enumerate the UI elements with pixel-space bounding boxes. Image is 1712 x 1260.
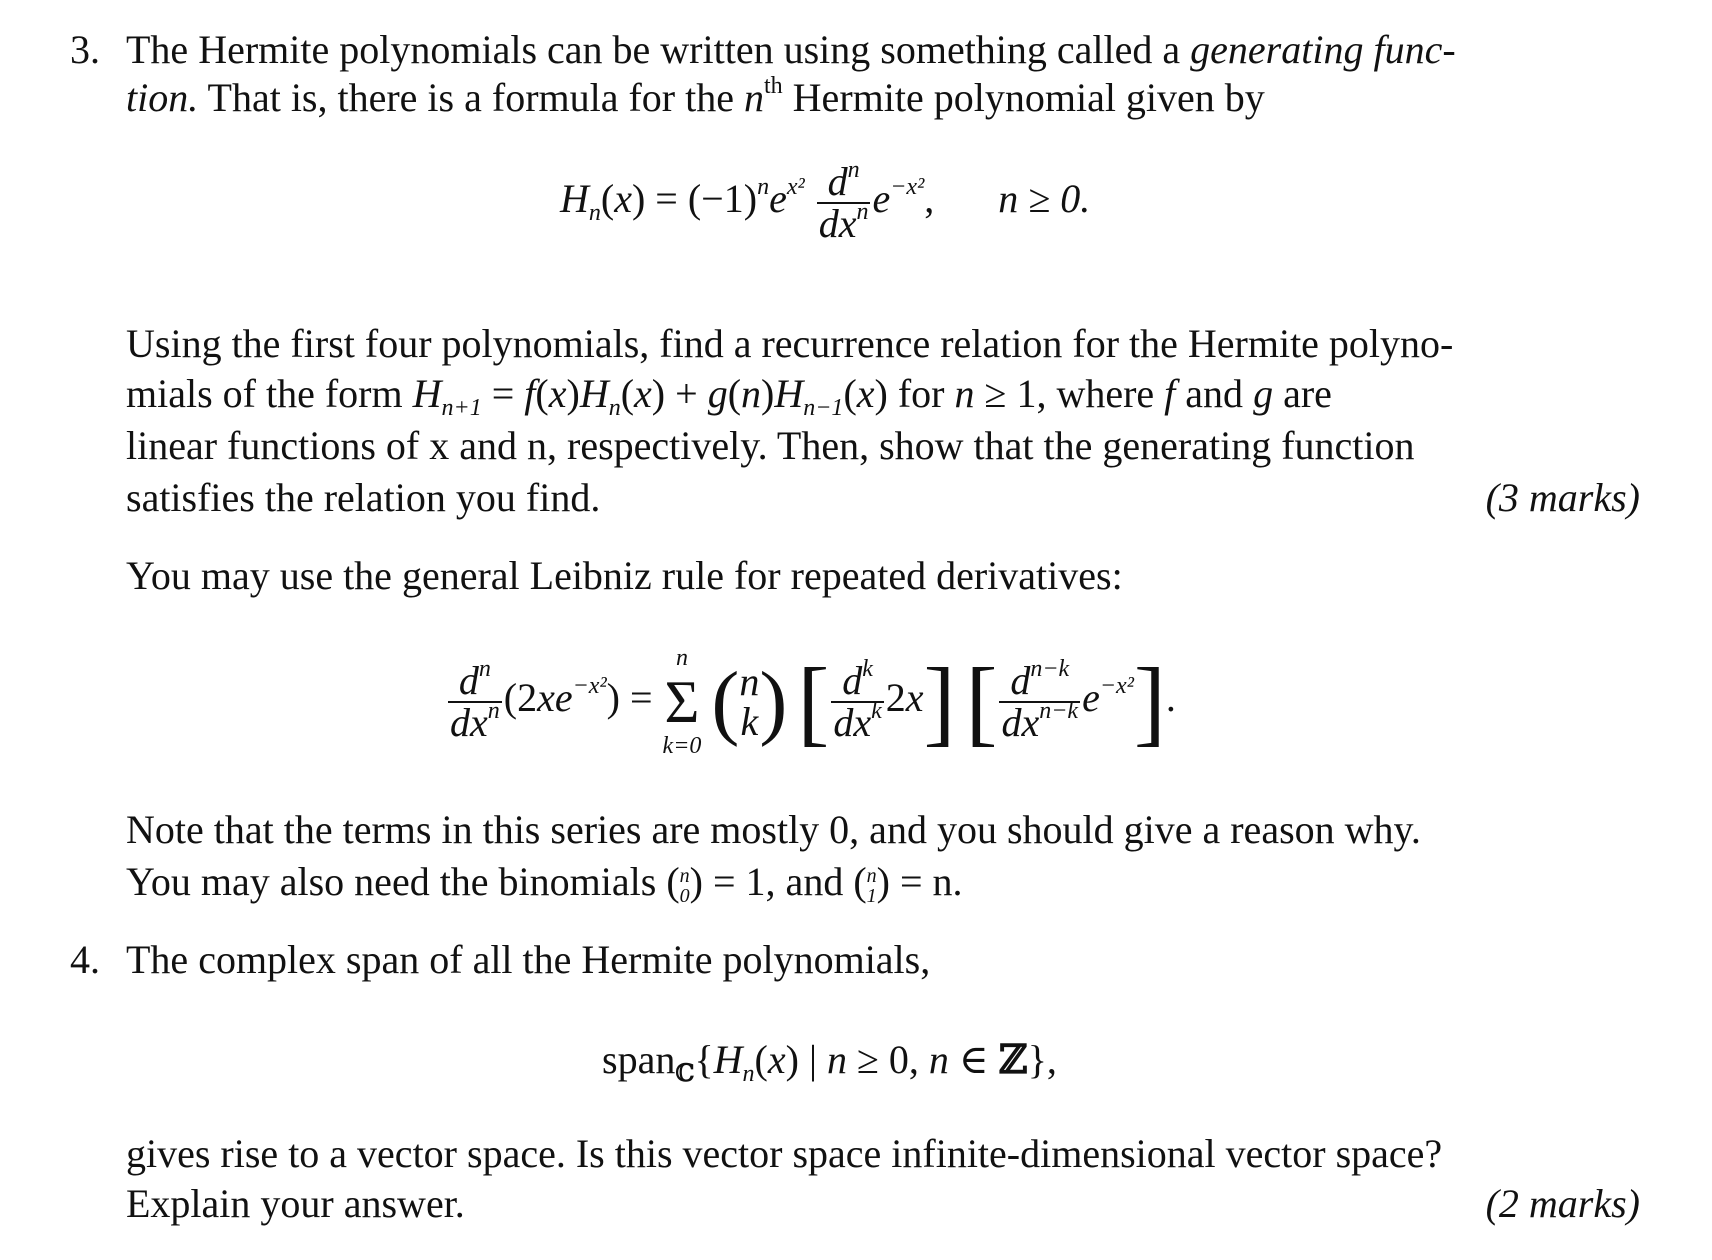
q4-line-1: The complex span of all the Hermite polynomials,	[126, 937, 931, 982]
q3-para-line-2: mials of the form $H_{n+1} = f(x)H_n(x) + g(n)H_{n-1}(x)$ for n ≥ 1, where f and g are	[126, 371, 1332, 421]
q3-para-line-1: Using the first four polynomials, find a recurrence relation for the Hermite polyno-	[126, 321, 1454, 366]
q3-line-2: tion. That is, there is a formula for the $n^{th}$ Hermite polynomial given by	[126, 73, 1265, 120]
derivative-fraction: $\frac{d^n}{dx^n}$	[818, 156, 869, 246]
span-equation: $span_ℂ\{H_n(x)$ | n ≥ 0, n ∈ ℤ},	[602, 1036, 1057, 1087]
leibniz-rule-equation: $\frac{d^n}{dx^n}$ $(2xe^{-x^2})$ = n Σ k=0 ( n k ) [ $\frac{d^k}{dx^k}$ 2x] [ $\frac{d^{n-k}}{dx^{n-k}}$ $e^{-x^2}$].	[450, 644, 1176, 759]
q4-para-line-2: Explain your answer.	[126, 1181, 465, 1226]
q4-marks: (2 marks)	[1485, 1181, 1640, 1226]
equation-condition: n ≥ 0.	[998, 176, 1091, 221]
leibniz-intro: You may use the general Leibniz rule for repeated derivatives:	[126, 553, 1123, 598]
q3-para-line-4: satisfies the relation you find.	[126, 475, 601, 520]
q3-marks: (3 marks)	[1485, 475, 1640, 520]
note-line-2: You may also need the binomials ( n 0 ) = 1, and ( n 1 ) = n.	[126, 859, 963, 907]
question-3-number: 3.	[70, 27, 100, 72]
generating-function-equation: $H_n(x) = (-1)^ne^{x^2}$ $\frac{d^n}{dx^n}$ $e^{-x^2}$, n ≥ 0.	[560, 156, 1091, 246]
q3-para-line-3: linear functions of x and n, respectively. Then, show that the generating function	[126, 423, 1415, 468]
q3-line-1: The Hermite polynomials can be written using something called a generating func-	[126, 27, 1456, 72]
note-line-1: Note that the terms in this series are mostly 0, and you should give a reason why.	[126, 807, 1421, 852]
summation-symbol: n Σ k=0	[662, 644, 702, 759]
question-4-number: 4.	[70, 937, 100, 982]
q4-para-line-1: gives rise to a vector space. Is this vector space infinite-dimensional vector space?	[126, 1131, 1443, 1176]
